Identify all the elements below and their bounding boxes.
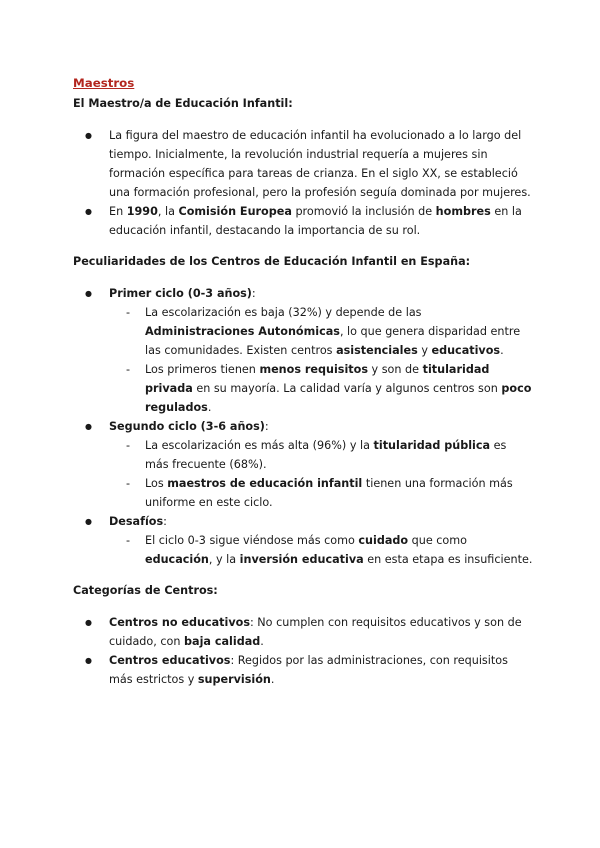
maestro-bullet-list <box>73 126 533 240</box>
list-item: - La escolarización es más alta (96%) y la titularidad pública es más frecuente (68%). <box>73 436 533 474</box>
list-item: ● Primer ciclo (0-3 años): - La escolarización es baja (32%) y depende de las Administraciones Autonómicas, lo que genera disparidad entre las comunidades. Existen centros asistenciales y educativos. - Los primeros tienen menos requisitos y son de titularidad privada en su mayoría. La calidad varía y algunos centros son poco regulados. <box>73 284 533 417</box>
sub-list <box>109 303 533 417</box>
sub-list <box>109 436 533 512</box>
list-item: - Los primeros tienen menos requisitos y son de titularidad privada en su mayoría. La calidad varía y algunos centros son poco regulados. <box>73 360 533 417</box>
section-heading-maestro: El Maestro/a de Educación Infantil: <box>73 97 293 110</box>
list-item: ● La figura del maestro de educación infantil ha evolucionado a lo largo del tiempo. Inicialmente, la revolución industrial requería a mujeres sin formación específica para tareas de crianza. En el siglo XX, se estableció una formación profesional, pero la profesión seguía dominada por mujeres. <box>73 126 533 202</box>
list-item: ● Segundo ciclo (3-6 años): - La escolarización es más alta (96%) y la titularidad pública es más frecuente (68%). - Los maestros de educación infantil tienen una formación más uniforme en este ciclo. <box>73 417 533 512</box>
list-item: ● Desafíos: - El ciclo 0-3 sigue viéndose más como cuidado que como educación, y la inversión educativa en esta etapa es insuficiente. <box>73 512 533 569</box>
list-item: - El ciclo 0-3 sigue viéndose más como cuidado que como educación, y la inversión educativa en esta etapa es insuficiente. <box>73 531 533 569</box>
list-item: - Los maestros de educación infantil tienen una formación más uniforme en este ciclo. <box>73 474 533 512</box>
section-heading-categorias: Categorías de Centros: <box>73 584 218 597</box>
list-item: ● En 1990, la Comisión Europea promovió la inclusión de hombres en la educación infantil, destacando la importancia de su rol. <box>73 202 533 240</box>
list-item: - La escolarización es baja (32%) y depende de las Administraciones Autonómicas, lo que genera disparidad entre las comunidades. Existen centros asistenciales y educativos. <box>73 303 533 360</box>
document-content <box>73 74 533 689</box>
list-item: ● Centros no educativos: No cumplen con requisitos educativos y son de cuidado, con baja calidad. <box>73 613 533 651</box>
sub-list <box>109 531 533 569</box>
section-heading-peculiaridades: Peculiaridades de los Centros de Educación Infantil en España: <box>73 255 471 268</box>
document-title: Maestros <box>73 76 135 90</box>
categorias-bullet-list <box>73 613 533 689</box>
list-item: ● Centros educativos: Regidos por las administraciones, con requisitos más estrictos y supervisión. <box>73 651 533 689</box>
peculiaridades-bullet-list <box>73 284 533 569</box>
